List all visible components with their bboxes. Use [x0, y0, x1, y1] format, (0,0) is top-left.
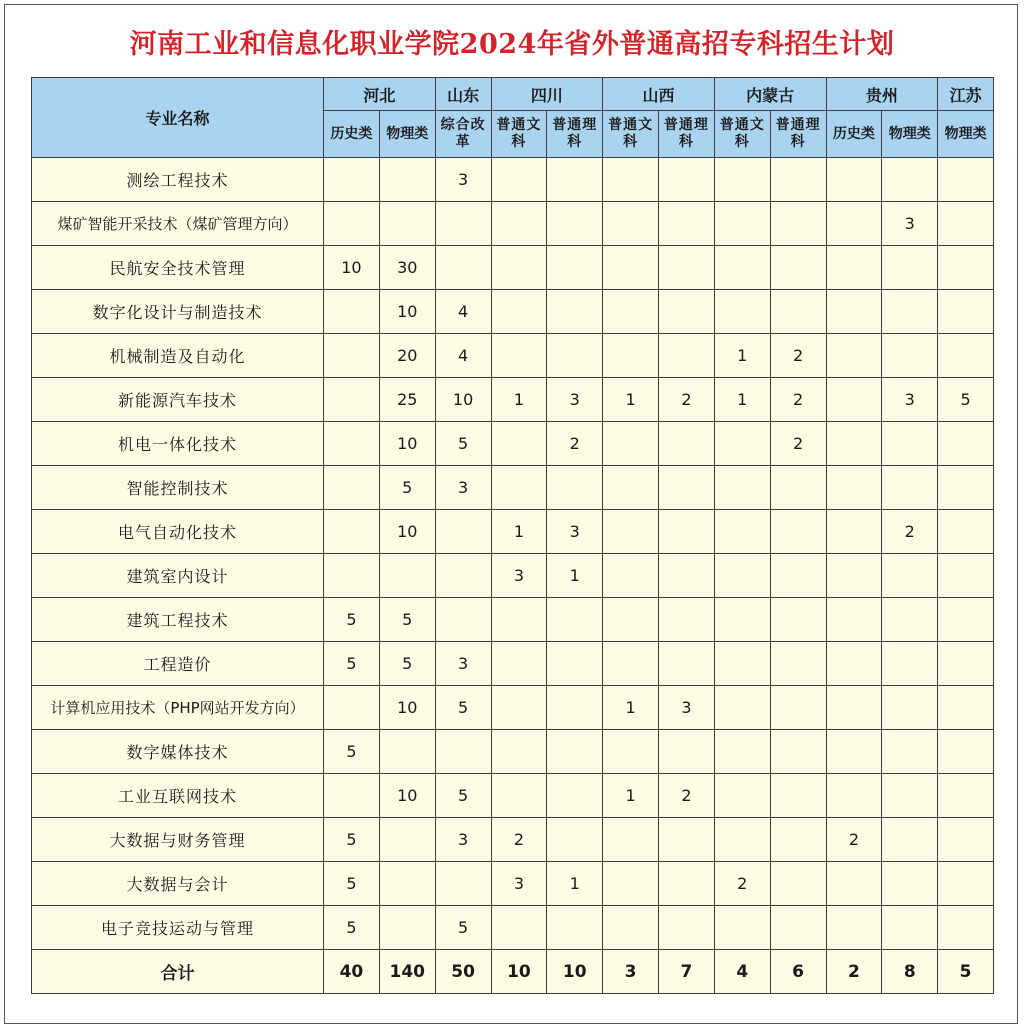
- quota-cell: [770, 202, 826, 246]
- quota-cell: [714, 158, 770, 202]
- quota-cell: [882, 422, 938, 466]
- quota-cell: [491, 246, 547, 290]
- quota-cell: [826, 334, 882, 378]
- quota-cell: [714, 642, 770, 686]
- quota-cell: [770, 246, 826, 290]
- quota-cell: 5: [324, 642, 380, 686]
- quota-cell: [938, 202, 994, 246]
- quota-cell: [882, 290, 938, 334]
- quota-cell: [603, 554, 659, 598]
- quota-cell: [938, 862, 994, 906]
- quota-cell: [324, 334, 380, 378]
- quota-cell: [603, 246, 659, 290]
- quota-cell: 2: [659, 378, 715, 422]
- quota-cell: [770, 466, 826, 510]
- table-row: [32, 642, 994, 686]
- quota-cell: 3: [882, 202, 938, 246]
- total-cell: 3: [603, 950, 659, 994]
- total-cell: 10: [547, 950, 603, 994]
- quota-cell: [547, 818, 603, 862]
- table-row: [32, 246, 994, 290]
- quota-cell: 20: [379, 334, 435, 378]
- quota-cell: [938, 158, 994, 202]
- major-name-cell: 电子竞技运动与管理: [32, 906, 324, 950]
- quota-cell: [882, 642, 938, 686]
- quota-cell: 5: [324, 730, 380, 774]
- quota-cell: [882, 158, 938, 202]
- quota-cell: 25: [379, 378, 435, 422]
- quota-cell: [882, 862, 938, 906]
- table-row: [32, 466, 994, 510]
- quota-cell: [603, 290, 659, 334]
- quota-cell: [770, 510, 826, 554]
- quota-cell: 10: [379, 774, 435, 818]
- quota-cell: [603, 510, 659, 554]
- quota-cell: [547, 290, 603, 334]
- table-row: [32, 818, 994, 862]
- quota-cell: [770, 598, 826, 642]
- quota-cell: 5: [435, 422, 491, 466]
- quota-cell: [770, 642, 826, 686]
- quota-cell: [938, 818, 994, 862]
- quota-cell: [491, 774, 547, 818]
- major-name-cell: 数字媒体技术: [32, 730, 324, 774]
- category-header: 普通文科: [491, 111, 547, 158]
- quota-cell: 3: [882, 378, 938, 422]
- quota-cell: 2: [770, 334, 826, 378]
- quota-cell: 1: [714, 378, 770, 422]
- total-cell: 140: [379, 950, 435, 994]
- quota-cell: 1: [547, 554, 603, 598]
- quota-cell: [770, 554, 826, 598]
- quota-cell: [491, 334, 547, 378]
- quota-cell: [379, 730, 435, 774]
- quota-cell: [770, 158, 826, 202]
- quota-cell: [603, 334, 659, 378]
- quota-cell: 3: [435, 466, 491, 510]
- total-cell: 40: [324, 950, 380, 994]
- province-header: 贵州: [826, 78, 938, 111]
- quota-cell: [826, 598, 882, 642]
- quota-cell: [714, 730, 770, 774]
- quota-cell: [938, 730, 994, 774]
- quota-cell: 3: [547, 378, 603, 422]
- quota-cell: 5: [435, 686, 491, 730]
- table-row: [32, 598, 994, 642]
- quota-cell: [938, 686, 994, 730]
- quota-cell: [603, 598, 659, 642]
- quota-cell: [826, 290, 882, 334]
- quota-cell: [547, 774, 603, 818]
- quota-cell: 1: [714, 334, 770, 378]
- table-row: [32, 378, 994, 422]
- table-row: [32, 774, 994, 818]
- quota-cell: [826, 554, 882, 598]
- quota-cell: [547, 466, 603, 510]
- quota-cell: [826, 510, 882, 554]
- quota-cell: [491, 730, 547, 774]
- enrollment-plan-table: [31, 77, 994, 994]
- quota-cell: [659, 202, 715, 246]
- quota-cell: [603, 422, 659, 466]
- category-header: 物理类: [938, 111, 994, 158]
- quota-cell: [882, 598, 938, 642]
- quota-cell: 3: [491, 862, 547, 906]
- major-name-cell: 建筑室内设计: [32, 554, 324, 598]
- quota-cell: [491, 158, 547, 202]
- quota-cell: 3: [435, 642, 491, 686]
- quota-cell: 5: [324, 862, 380, 906]
- major-name-cell: 机械制造及自动化: [32, 334, 324, 378]
- quota-cell: [603, 466, 659, 510]
- quota-cell: [547, 598, 603, 642]
- quota-cell: 5: [324, 906, 380, 950]
- quota-cell: [714, 246, 770, 290]
- province-header: 山西: [603, 78, 715, 111]
- table-row: [32, 334, 994, 378]
- quota-cell: [491, 422, 547, 466]
- quota-cell: [379, 202, 435, 246]
- major-name-cell: 大数据与会计: [32, 862, 324, 906]
- quota-cell: [659, 334, 715, 378]
- total-cell: 7: [659, 950, 715, 994]
- quota-cell: 1: [603, 774, 659, 818]
- quota-cell: 2: [882, 510, 938, 554]
- major-name-cell: 工业互联网技术: [32, 774, 324, 818]
- quota-cell: [882, 906, 938, 950]
- quota-cell: [826, 202, 882, 246]
- major-name-header: 专业名称: [32, 78, 324, 158]
- quota-cell: 5: [435, 774, 491, 818]
- major-name-cell: 新能源汽车技术: [32, 378, 324, 422]
- quota-cell: 2: [491, 818, 547, 862]
- quota-cell: 30: [379, 246, 435, 290]
- quota-cell: [324, 158, 380, 202]
- quota-cell: [324, 378, 380, 422]
- quota-cell: [491, 598, 547, 642]
- province-header: 内蒙古: [714, 78, 826, 111]
- province-header: 江苏: [938, 78, 994, 111]
- quota-cell: [324, 202, 380, 246]
- quota-cell: [826, 774, 882, 818]
- page-title: 河南工业和信息化职业学院2024年省外普通高招专科招生计划: [129, 29, 895, 60]
- quota-cell: [603, 906, 659, 950]
- major-name-cell: 智能控制技术: [32, 466, 324, 510]
- category-header: 普通文科: [714, 111, 770, 158]
- quota-cell: 5: [938, 378, 994, 422]
- quota-cell: [770, 774, 826, 818]
- total-cell: 4: [714, 950, 770, 994]
- quota-cell: [659, 862, 715, 906]
- quota-cell: [491, 906, 547, 950]
- quota-cell: [547, 158, 603, 202]
- quota-cell: [491, 466, 547, 510]
- quota-cell: [882, 466, 938, 510]
- quota-cell: [324, 774, 380, 818]
- quota-cell: 2: [659, 774, 715, 818]
- quota-cell: 3: [659, 686, 715, 730]
- quota-cell: 5: [379, 598, 435, 642]
- province-header-row: [32, 78, 994, 111]
- category-header: 普通理科: [659, 111, 715, 158]
- quota-cell: [379, 906, 435, 950]
- quota-cell: [770, 862, 826, 906]
- total-cell: 6: [770, 950, 826, 994]
- quota-cell: 1: [603, 686, 659, 730]
- quota-cell: [714, 422, 770, 466]
- total-cell: 2: [826, 950, 882, 994]
- table-row: [32, 158, 994, 202]
- total-cell: 5: [938, 950, 994, 994]
- quota-cell: [324, 290, 380, 334]
- quota-cell: 10: [379, 510, 435, 554]
- province-header: 河北: [324, 78, 436, 111]
- quota-cell: [324, 554, 380, 598]
- quota-cell: [714, 686, 770, 730]
- quota-cell: 2: [714, 862, 770, 906]
- table-row: [32, 730, 994, 774]
- category-header: 普通理科: [770, 111, 826, 158]
- quota-cell: [826, 246, 882, 290]
- quota-cell: 2: [770, 422, 826, 466]
- quota-cell: [603, 158, 659, 202]
- quota-cell: [770, 818, 826, 862]
- quota-cell: [938, 642, 994, 686]
- quota-cell: [603, 818, 659, 862]
- quota-cell: 10: [379, 686, 435, 730]
- quota-cell: 4: [435, 290, 491, 334]
- table-row: [32, 906, 994, 950]
- quota-cell: [938, 774, 994, 818]
- quota-cell: [714, 202, 770, 246]
- quota-cell: 10: [379, 422, 435, 466]
- quota-cell: [882, 774, 938, 818]
- category-header: 历史类: [324, 111, 380, 158]
- quota-cell: [714, 774, 770, 818]
- quota-cell: 1: [547, 862, 603, 906]
- quota-cell: [938, 598, 994, 642]
- category-header: 普通文科: [603, 111, 659, 158]
- quota-cell: [659, 554, 715, 598]
- quota-cell: [770, 290, 826, 334]
- quota-cell: [435, 598, 491, 642]
- major-name-cell: 电气自动化技术: [32, 510, 324, 554]
- quota-cell: 1: [491, 510, 547, 554]
- quota-cell: 10: [324, 246, 380, 290]
- quota-cell: [826, 686, 882, 730]
- quota-cell: [659, 510, 715, 554]
- quota-cell: [603, 642, 659, 686]
- quota-cell: [491, 642, 547, 686]
- quota-cell: [547, 202, 603, 246]
- quota-cell: [603, 730, 659, 774]
- quota-cell: [714, 466, 770, 510]
- quota-cell: 3: [547, 510, 603, 554]
- quota-cell: [603, 862, 659, 906]
- quota-cell: [659, 466, 715, 510]
- quota-cell: 4: [435, 334, 491, 378]
- major-name-cell: 工程造价: [32, 642, 324, 686]
- quota-cell: [379, 818, 435, 862]
- quota-cell: 2: [547, 422, 603, 466]
- category-header: 物理类: [379, 111, 435, 158]
- quota-cell: [882, 334, 938, 378]
- quota-cell: [882, 730, 938, 774]
- table-body: [32, 158, 994, 950]
- quota-cell: [659, 906, 715, 950]
- province-header: 山东: [435, 78, 491, 111]
- quota-cell: [714, 906, 770, 950]
- total-cell: 10: [491, 950, 547, 994]
- quota-cell: [770, 686, 826, 730]
- quota-cell: [826, 862, 882, 906]
- category-header: 综合改革: [435, 111, 491, 158]
- quota-cell: 3: [435, 818, 491, 862]
- quota-cell: [547, 906, 603, 950]
- quota-cell: [826, 422, 882, 466]
- quota-cell: [826, 906, 882, 950]
- major-name-cell: 民航安全技术管理: [32, 246, 324, 290]
- quota-cell: [714, 818, 770, 862]
- quota-cell: [324, 422, 380, 466]
- quota-cell: [882, 818, 938, 862]
- quota-cell: [938, 290, 994, 334]
- quota-cell: [379, 554, 435, 598]
- quota-cell: 5: [379, 466, 435, 510]
- quota-cell: [547, 730, 603, 774]
- quota-cell: [435, 862, 491, 906]
- quota-cell: [659, 422, 715, 466]
- quota-cell: [938, 906, 994, 950]
- quota-cell: [435, 730, 491, 774]
- quota-cell: [938, 510, 994, 554]
- quota-cell: 5: [435, 906, 491, 950]
- quota-cell: 3: [491, 554, 547, 598]
- total-cell: 50: [435, 950, 491, 994]
- quota-cell: [435, 202, 491, 246]
- quota-cell: [379, 158, 435, 202]
- table-row: [32, 862, 994, 906]
- quota-cell: [491, 290, 547, 334]
- quota-cell: 2: [826, 818, 882, 862]
- quota-cell: [547, 686, 603, 730]
- quota-cell: 5: [379, 642, 435, 686]
- quota-cell: [826, 466, 882, 510]
- quota-cell: [547, 246, 603, 290]
- category-header: 历史类: [826, 111, 882, 158]
- quota-cell: [659, 246, 715, 290]
- major-name-cell: 建筑工程技术: [32, 598, 324, 642]
- quota-cell: [491, 686, 547, 730]
- table-row: [32, 422, 994, 466]
- quota-cell: [547, 642, 603, 686]
- quota-cell: [770, 730, 826, 774]
- quota-cell: 5: [324, 818, 380, 862]
- table-row: [32, 202, 994, 246]
- province-header: 四川: [491, 78, 603, 111]
- quota-cell: [603, 202, 659, 246]
- major-name-cell: 测绘工程技术: [32, 158, 324, 202]
- quota-cell: [547, 334, 603, 378]
- quota-cell: [659, 290, 715, 334]
- quota-cell: [435, 554, 491, 598]
- quota-cell: 10: [379, 290, 435, 334]
- major-name-cell: 煤矿智能开采技术（煤矿管理方向）: [32, 202, 324, 246]
- table-row: [32, 554, 994, 598]
- table-row: [32, 686, 994, 730]
- table-row: [32, 510, 994, 554]
- quota-cell: [435, 246, 491, 290]
- quota-cell: [659, 642, 715, 686]
- quota-cell: [379, 862, 435, 906]
- quota-cell: [714, 554, 770, 598]
- quota-cell: [324, 510, 380, 554]
- total-row: [32, 950, 994, 994]
- quota-cell: 2: [770, 378, 826, 422]
- quota-cell: 1: [491, 378, 547, 422]
- major-name-cell: 计算机应用技术（PHP网站开发方向）: [32, 686, 324, 730]
- quota-cell: [826, 378, 882, 422]
- category-header: 普通理科: [547, 111, 603, 158]
- quota-cell: [826, 730, 882, 774]
- quota-cell: [938, 334, 994, 378]
- total-label: 合计: [32, 950, 324, 994]
- quota-cell: [882, 554, 938, 598]
- quota-cell: [659, 730, 715, 774]
- quota-cell: 1: [603, 378, 659, 422]
- quota-cell: [882, 686, 938, 730]
- category-header: 物理类: [882, 111, 938, 158]
- quota-cell: [826, 642, 882, 686]
- quota-cell: 3: [435, 158, 491, 202]
- quota-cell: 10: [435, 378, 491, 422]
- quota-cell: [714, 510, 770, 554]
- quota-cell: 5: [324, 598, 380, 642]
- major-name-cell: 数字化设计与制造技术: [32, 290, 324, 334]
- quota-cell: [491, 202, 547, 246]
- quota-cell: [826, 158, 882, 202]
- quota-cell: [938, 246, 994, 290]
- quota-cell: [938, 554, 994, 598]
- major-name-cell: 机电一体化技术: [32, 422, 324, 466]
- quota-cell: [938, 466, 994, 510]
- total-cell: 8: [882, 950, 938, 994]
- quota-cell: [882, 246, 938, 290]
- quota-cell: [435, 510, 491, 554]
- quota-cell: [714, 290, 770, 334]
- quota-cell: [659, 158, 715, 202]
- quota-cell: [770, 906, 826, 950]
- quota-cell: [324, 686, 380, 730]
- quota-cell: [938, 422, 994, 466]
- quota-cell: [659, 818, 715, 862]
- quota-cell: [324, 466, 380, 510]
- table-row: [32, 290, 994, 334]
- quota-cell: [659, 598, 715, 642]
- major-name-cell: 大数据与财务管理: [32, 818, 324, 862]
- quota-cell: [714, 598, 770, 642]
